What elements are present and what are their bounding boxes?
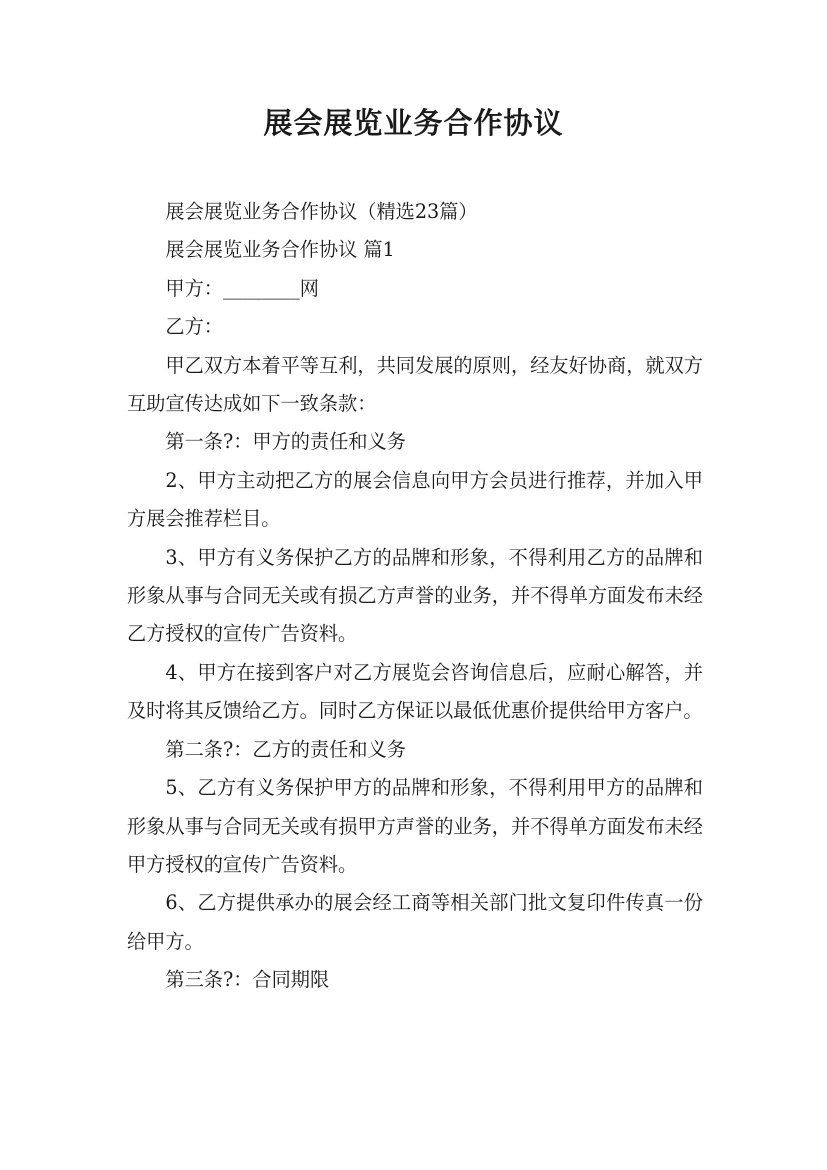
paragraph-article-1-heading: 第一条?：甲方的责任和义务 <box>165 430 406 454</box>
document-body <box>127 193 703 1000</box>
paragraph-party-a: 甲方：________网 <box>165 276 319 300</box>
paragraph-clause-5: 5、乙方有义务保护甲方的品牌和形象，不得利用甲方的品牌和形象从事与合同无关或有损甲方声誉的业务，并不得单方面发布未经甲方授权的宣传广告资料。 <box>127 776 703 876</box>
paragraph-clause-4: 4、甲方在接到客户对乙方展览会咨询信息后，应耐心解答，并及时将其反馈给乙方。同时乙方保证以最低优惠价提供给甲方客户。 <box>127 660 703 723</box>
paragraph-clause-6: 6、乙方提供承办的展会经工商等相关部门批文复印件传真一份给甲方。 <box>127 891 703 953</box>
paragraph-subtitle: 展会展览业务合作协议（精选23篇） <box>165 200 478 223</box>
paragraph-article-2-heading: 第二条?：乙方的责任和义务 <box>165 737 406 761</box>
paragraph-clause-3: 3、甲方有义务保护乙方的品牌和形象，不得利用乙方的品牌和形象从事与合同无关或有损乙方声誉的业务，并不得单方面发布未经乙方授权的宣传广告资料。 <box>127 545 703 646</box>
document-title: 展会展览业务合作协议 <box>263 106 564 140</box>
paragraph-article-3-heading: 第三条?：合同期限 <box>165 968 330 992</box>
paragraph-preamble: 甲乙双方本着平等互利，共同发展的原则，经友好协商，就双方互助宣传达成如下一致条款： <box>127 353 703 416</box>
paragraph-party-b: 乙方： <box>165 315 223 339</box>
paragraph-chapter-heading: 展会展览业务合作协议 篇1 <box>165 238 395 262</box>
paragraph-clause-2: 2、甲方主动把乙方的展会信息向甲方会员进行推荐，并加入甲方展会推荐栏目。 <box>127 468 703 531</box>
